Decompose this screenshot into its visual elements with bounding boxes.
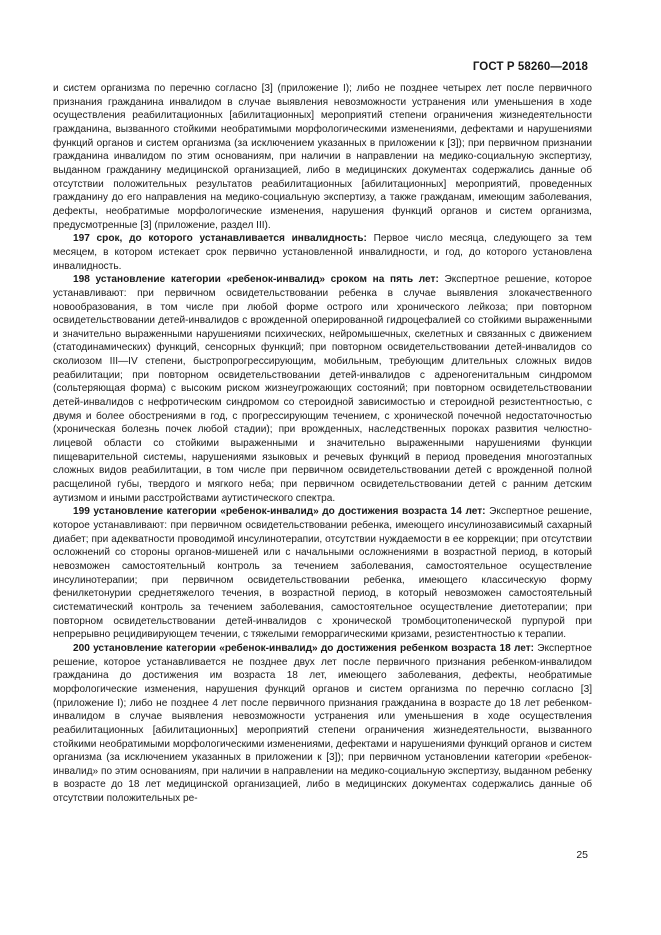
page-number: 25 <box>576 849 588 861</box>
paragraph-continuation <box>53 82 592 232</box>
paragraph-text: и систем организма по перечню согласно [3] (приложение I); либо не позднее четырех лет после первичного признания гражданина инвалидом в случае выявления невозможности устранения или уменьшения в ходе осуществления реабилитационных [абилитационных] мероприятий степени ограничения жизнедеятельности гражданина, вызванного стойкими необратимыми морфологическими изменениями, дефектами и нарушениями функций органов и систем организма (за исключением указанных в приложении к [3]); при первичном признании гражданина инвалидом по этим основаниям, при наличии в направлении на медико-социальную экспертизу, выданном гражданину медицинской организацией, либо в медицинских документах содержались данные об отсутствии положительных результатов реабилитационных [абилитационных] мероприятий, проведенных гражданину до его направления на медико-социальную экспертизу, а также гражданам, имеющим заболевания, дефекты, необратимые морфологические изменения, нарушения функций органов и систем организма, предусмотренные [3] (приложение, раздел III). <box>53 83 592 231</box>
paragraph-199 <box>53 505 592 642</box>
term-heading: 200 установление категории «ребенок-инвалид» до достижения ребенком возраста 18 лет: <box>73 642 535 654</box>
paragraph-text: Экспертное решение, которое устанавливается не позднее двух лет после первичного признания ребенком-инвалидом гражданина до достижения им возраста 18 лет, имеющего заболевания, дефекты, необратимые морфологические изменения, нарушения функций органов и систем организма по перечню согласно [3] (приложение I); либо не позднее 4 лет после первичного признания гражданина в возрасте до 18 лет ребенком-инвалидом в случае выявления невозможности устранения или уменьшения в ходе осуществления реабилитационных [абилитационных] мероприятий степени ограничения жизнедеятельности, вызванного стойкими необратимыми морфологическими изменениями, дефектами и нарушениями функций органов и систем организма (за исключением указанных в приложении к [3]); при первичном установлении категории «ребенок-инвалид» по этим основаниям, при наличии в направлении на медико-социальную экспертизу, выданном ребенку в возрасте до 18 лет медицинской организацией, либо в медицинских документах содержались данные об отсутствии положительных ре- <box>53 642 592 805</box>
paragraph-text: Экспертное решение, которое устанавливают: при первичном освидетельствовании ребенка в случае выявления злокачественного новообразования, в том числе при любой форме острого или хронического лейкоза; при повторном освидетельствовании детей-инвалидов с врожденной оперированной гидроцефалией со стойкими выраженными и значительно выраженными нарушениями психических, нейромышечных, скелетных и связанных с движением (статодинамических) функций, сенсорных функций; при повторном освидетельствовании детей-инвалидов со сколиозом III—IV степени, быстропрогрессирующим, мобильным, требующим длительных сложных видов реабилитации; при повторном освидетельствовании детей-инвалидов с адреногенитальным синдромом (сольтеряющая форма) с высоким риском жизнеугрожающих состояний; при повторном освидетельствовании детей-инвалидов с нефротическим синдромом со стероидной зависимостью и стероидной резистентностью, с двумя и более обострениями в год, с прогрессирующим течением, с хронической почечной недостаточностью (хроническая болезнь почек любой стадии); при врожденных, наследственных пороках развития челюстно-лицевой области со стойкими выраженными и значительно выраженными нарушениями функции пищеварительной системы, нарушениями языковых и речевых функций в период проведения многоэтапных сложных видов реабилитации, в том числе при первичном освидетельствовании детей с врожденной полной расщелиной губы, твердого и мягкого неба; при первичном освидетельствовании детей с ранним детским аутизмом и иными расстройствами аутистического спектра. <box>53 274 592 504</box>
term-heading: 198 установление категории «ребенок-инвалид» сроком на пять лет: <box>73 274 439 286</box>
term-heading: 197 срок, до которого устанавливается инвалидность: <box>73 233 367 245</box>
document-header: ГОСТ Р 58260—2018 <box>472 61 588 73</box>
paragraph-text: Первое число месяца, следующего за тем месяцем, в котором истекает срок первично установленной инвалидности, и год, до которого установлена инвалидность. <box>53 233 592 272</box>
paragraph-198 <box>53 273 592 505</box>
term-heading: 199 установление категории «ребенок-инвалид» до достижения возраста 14 лет: <box>73 506 486 518</box>
paragraph-197 <box>53 232 592 273</box>
document-body <box>53 82 592 806</box>
paragraph-text: Экспертное решение, которое устанавливают: при первичном освидетельствовании ребенка, имеющего инсулинозависимый сахарный диабет; при адекватности проводимой инсулинотерапии, отсутствии нуждаемости в ее коррекции; при отсутствии осложнений со стороны органов-мишеней или с начальными осложнениями в возрастной период, в который невозможен самостоятельный контроль за течением заболевания, самостоятельное осуществление инсулинотерапии; при первичном освидетельствовании ребенка, имеющего классическую форму фенилкетонурии среднетяжелого течения, в возрастной период, в который невозможен самостоятельный систематический контроль за течением заболевания, самостоятельное осуществление диетотерапии; при повторном освидетельствовании детей-инвалидов с хронической тромбоцитопенической пурпурой при непрерывно рецидивирующем течении, с тяжелыми геморрагическими кризами, резистентностью к терапии. <box>53 506 592 641</box>
paragraph-200 <box>53 642 592 806</box>
